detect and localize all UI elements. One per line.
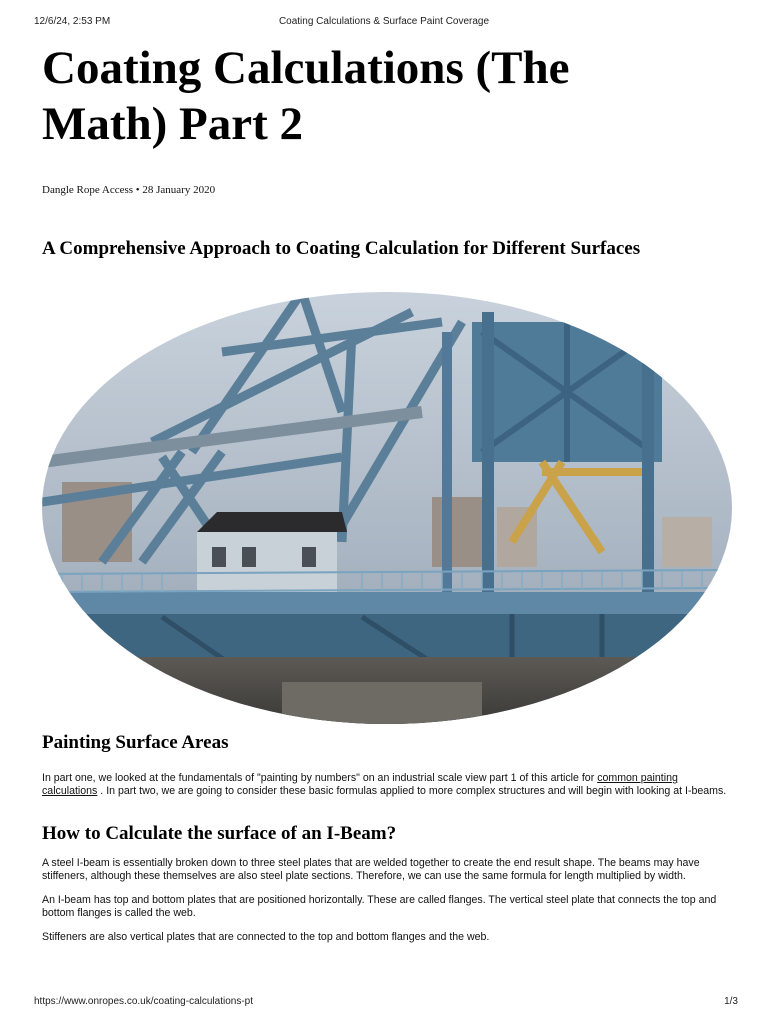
article-header: [42, 40, 730, 260]
bridge-house: [197, 512, 347, 602]
painting-paragraph: [42, 772, 732, 798]
ibeam-paragraph: An I-beam has top and bottom plates that are positioned horizontally. These are called flanges. The vertical steel plate that connects the top and bottom flanges is called the web.: [42, 894, 717, 919]
bridge-deck: [42, 592, 732, 614]
print-doc-title: Coating Calculations & Surface Paint Coverage: [278, 16, 490, 27]
article-subtitle: A Comprehensive Approach to Coating Calculation for Different Surfaces: [42, 238, 641, 259]
print-page-number: 1/3: [724, 996, 738, 1007]
print-url: https://www.onropes.co.uk/coating-calculations-pt: [34, 996, 253, 1007]
hero-bridge-image: [42, 292, 732, 724]
section-heading-painting: Painting Surface Areas: [42, 732, 229, 753]
print-datetime: 12/6/24, 2:53 PM: [34, 16, 111, 27]
article-title: Coating Calculations (The Math) Part 2: [42, 42, 570, 150]
print-header: [34, 16, 734, 30]
common-painting-calculations-link[interactable]: common painting calculations: [42, 772, 678, 797]
ibeam-paragraph: A steel I-beam is essentially broken down to three steel plates that are welded together to create the end result shape. The beams may have stiffeners, although these themselves are also steel plate sections. Therefore, we can use the same formula for length multiplied by width.: [42, 857, 700, 882]
ibeam-paragraph: Stiffeners are also vertical plates that are connected to the top and bottom flanges and the web.: [42, 931, 490, 943]
section-ibeam: [42, 823, 732, 944]
painting-text-before: In part one, we looked at the fundamentals of "painting by numbers" on an industrial scale view part 1 of this article for: [42, 772, 598, 784]
section-heading-ibeam: How to Calculate the surface of an I-Beam?: [42, 823, 397, 844]
article-byline: Dangle Rope Access • 28 January 2020: [42, 184, 216, 196]
painting-text-after: . In part two, we are going to consider these basic formulas applied to more complex structures and will begin with looking at I-beams.: [97, 785, 727, 797]
print-footer: [34, 996, 738, 1010]
section-painting-surface-areas: [42, 732, 732, 798]
